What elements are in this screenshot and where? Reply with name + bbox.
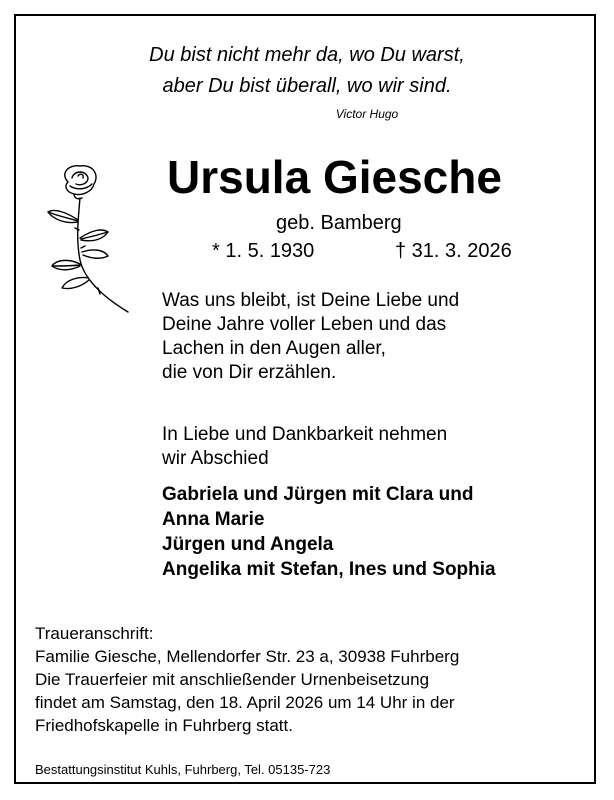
poem-line: Lachen in den Augen aller,	[162, 338, 386, 359]
funeral-info	[35, 622, 459, 737]
info-line: Traueranschrift:	[35, 624, 154, 643]
mourner-line: Gabriela und Jürgen mit Clara und	[162, 484, 474, 505]
mourner-line: Angelika mit Stefan, Ines und Sophia	[162, 559, 496, 580]
poem-line: Deine Jahre voller Leben und das	[162, 314, 447, 335]
death-date: † 31. 3. 2026	[395, 240, 512, 262]
quote-line-1: Du bist nicht mehr da, wo Du warst,	[149, 44, 465, 66]
info-line: Friedhofskapelle in Fuhrberg statt.	[35, 716, 293, 735]
farewell-line: wir Abschied	[162, 448, 269, 469]
rose-icon	[40, 160, 135, 320]
deceased-name: Ursula Giesche	[167, 151, 502, 203]
quote-author: Victor Hugo	[335, 107, 399, 121]
info-line: Familie Giesche, Mellendorfer Str. 23 a, 30938 Fuhrberg	[35, 647, 460, 666]
farewell-line: In Liebe und Dankbarkeit nehmen	[162, 424, 448, 445]
mourner-line: Jürgen und Angela	[162, 534, 334, 555]
poem	[162, 289, 459, 385]
farewell-text	[162, 423, 447, 471]
info-line: findet am Samstag, den 18. April 2026 um 14 Uhr in der	[35, 693, 455, 712]
info-line: Die Trauerfeier mit anschließender Urnenbeisetzung	[35, 670, 430, 689]
poem-line: Was uns bleibt, ist Deine Liebe und	[162, 290, 460, 311]
undertaker-contact: Bestattungsinstitut Kuhls, Fuhrberg, Tel. 05135-723	[35, 762, 331, 777]
maiden-name: geb. Bamberg	[276, 212, 402, 234]
poem-line: die von Dir erzählen.	[162, 362, 337, 383]
mourner-line: Anna Marie	[162, 509, 265, 530]
birth-date: * 1. 5. 1930	[212, 240, 315, 262]
mourners-list	[162, 482, 496, 582]
quote-line-2: aber Du bist überall, wo wir sind.	[162, 75, 452, 97]
